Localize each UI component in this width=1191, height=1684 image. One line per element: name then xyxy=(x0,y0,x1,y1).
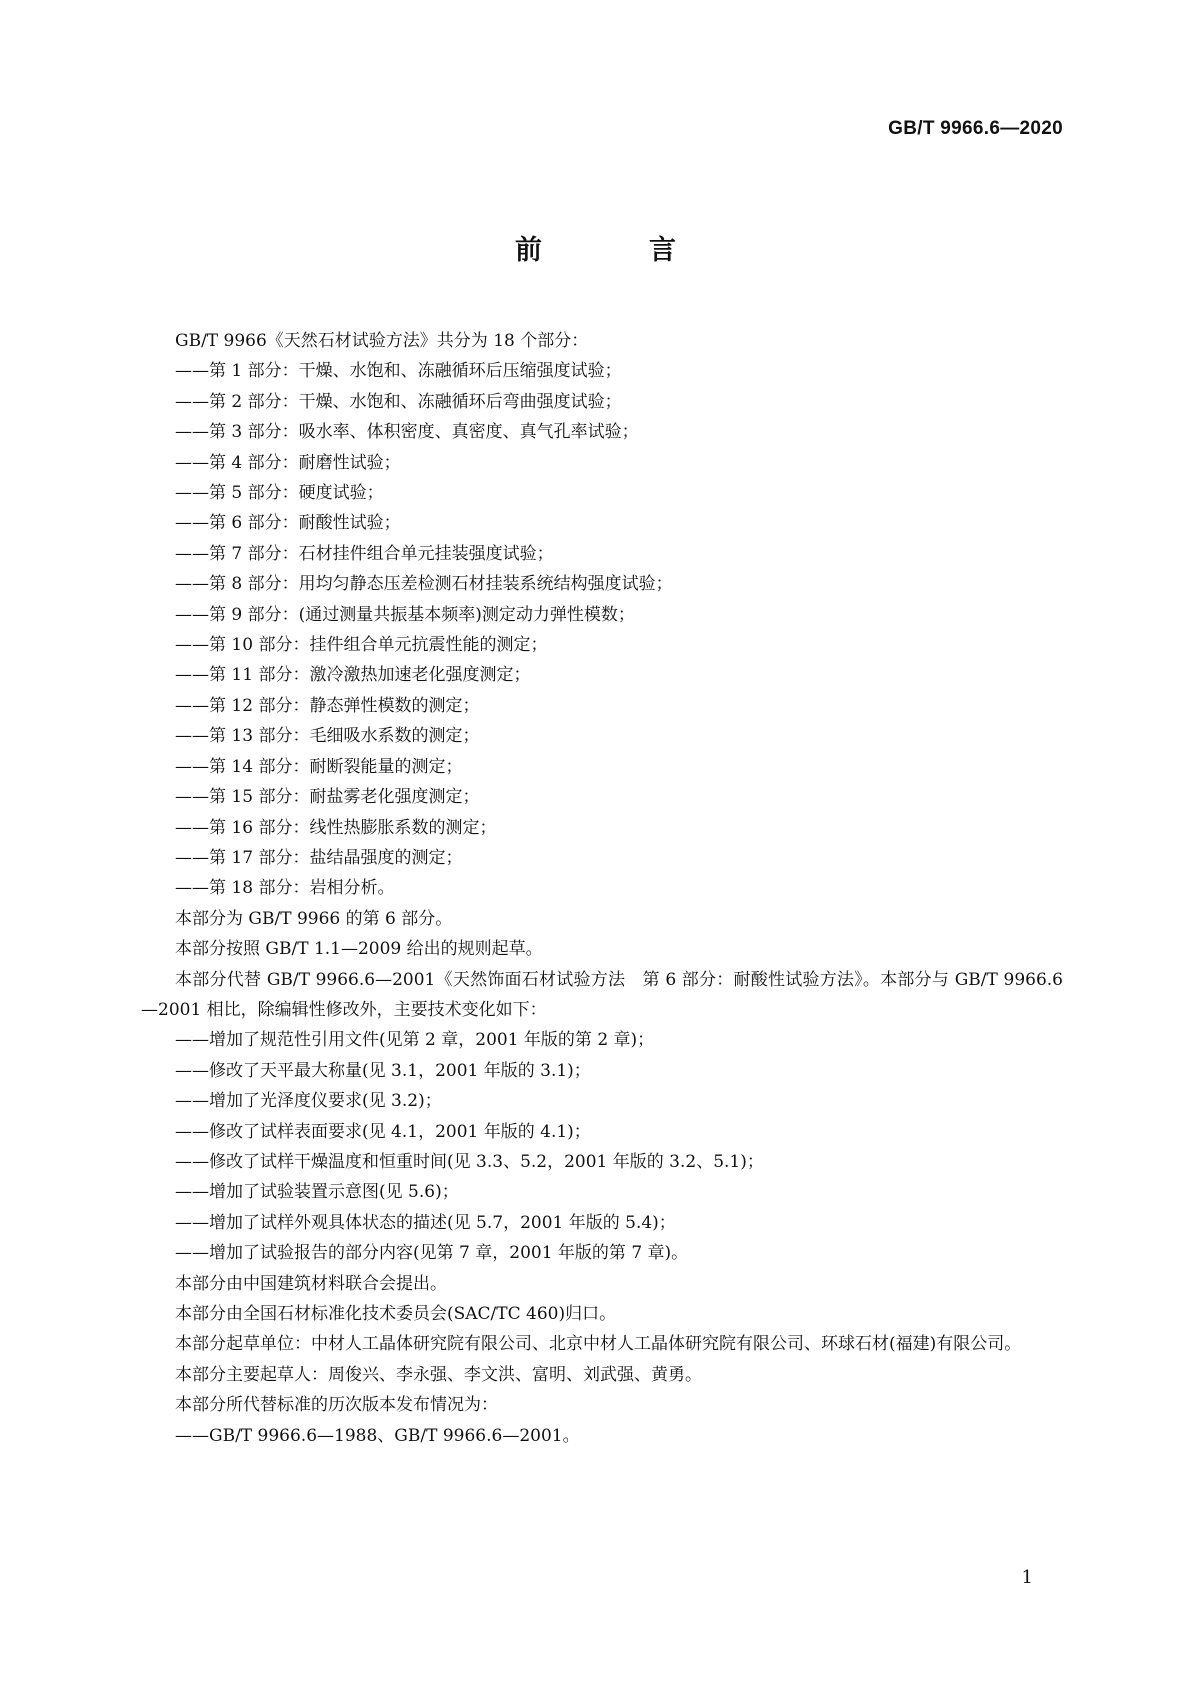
list-item: ——第 2 部分：干燥、水饱和、冻融循环后弯曲强度试验； xyxy=(175,391,622,412)
list-item: ——第 11 部分：激冷激热加速老化强度测定； xyxy=(175,665,531,686)
list-item: ——增加了规范性引用文件(见第 2 章，2001 年版的第 2 章)； xyxy=(175,1030,655,1051)
list-item: ——增加了试验报告的部分内容(见第 7 章，2001 年版的第 7 章)。 xyxy=(175,1243,689,1264)
list-item: ——第 15 部分：耐盐雾老化强度测定； xyxy=(175,787,480,808)
history-list xyxy=(141,1421,1063,1451)
foreword-body xyxy=(141,326,1063,1451)
list-item: ——第 7 部分：石材挂件组合单元挂装强度试验； xyxy=(175,543,554,564)
list-item: ——第 4 部分：耐磨性试验； xyxy=(175,452,401,473)
list-item: ——修改了试样表面要求(见 4.1，2001 年版的 4.1)； xyxy=(175,1121,591,1142)
page-number: 1 xyxy=(1021,1567,1033,1588)
rules-statement: 本部分按照 GB/T 1.1—2009 给出的规则起草。 xyxy=(175,939,543,960)
proposed-statement: 本部分由中国建筑材料联合会提出。 xyxy=(175,1273,447,1294)
changes-list xyxy=(141,1025,1063,1268)
list-item: ——第 17 部分：盐结晶强度的测定； xyxy=(175,847,463,868)
list-item: ——增加了光泽度仪要求(见 3.2)； xyxy=(175,1091,442,1112)
list-item: ——第 1 部分：干燥、水饱和、冻融循环后压缩强度试验； xyxy=(175,361,622,382)
list-item: ——GB/T 9966.6—1988、GB/T 9966.6—2001。 xyxy=(175,1425,580,1446)
list-item: ——修改了天平最大称量(见 3.1，2001 年版的 3.1)； xyxy=(175,1060,591,1081)
list-item: ——第 6 部分：耐酸性试验； xyxy=(175,513,401,534)
part-statement: 本部分为 GB/T 9966 的第 6 部分。 xyxy=(175,908,453,929)
list-item: ——第 13 部分：毛细吸水系数的测定； xyxy=(175,726,480,747)
page-title: 前 言 xyxy=(515,235,716,266)
list-item: ——第 8 部分：用均匀静态压差检测石材挂装系统结构强度试验； xyxy=(175,574,673,595)
replace-statement: 本部分代替 GB/T 9966.6—2001《天然饰面石材试验方法 第 6 部分：耐酸性试验方法》。本部分与 GB/T 9966.6—2001 相比，除编辑性修改外，主要技术变化如下： xyxy=(141,969,1063,1020)
list-item: ——第 12 部分：静态弹性模数的测定； xyxy=(175,695,480,716)
list-item: ——增加了试验装置示意图(见 5.6)； xyxy=(175,1182,459,1203)
managed-statement: 本部分由全国石材标准化技术委员会(SAC/TC 460)归口。 xyxy=(175,1304,617,1324)
list-item: ——第 5 部分：硬度试验； xyxy=(175,483,384,504)
standard-code: GB/T 9966.6—2020 xyxy=(888,118,1063,139)
list-item: ——第 9 部分：(通过测量共振基本频率)测定动力弹性模数； xyxy=(175,604,635,625)
list-item: ——第 18 部分：岩相分析。 xyxy=(175,878,395,899)
list-item: ——第 14 部分：耐断裂能量的测定； xyxy=(175,756,463,777)
drafters-statement: 本部分主要起草人：周俊兴、李永强、李文洪、富明、刘武强、黄勇。 xyxy=(175,1364,702,1385)
list-item: ——第 16 部分：线性热膨胀系数的测定； xyxy=(175,817,497,838)
history-statement: 本部分所代替标准的历次版本发布情况为： xyxy=(175,1395,498,1416)
list-item: ——增加了试样外观具体状态的描述(见 5.7，2001 年版的 5.4)； xyxy=(175,1212,676,1233)
intro-paragraph: GB/T 9966《天然石材试验方法》共分为 18 个部分： xyxy=(175,331,589,351)
list-item: ——第 3 部分：吸水率、体积密度、真密度、真气孔率试验； xyxy=(175,422,639,443)
drafting-units-statement: 本部分起草单位：中材人工晶体研究院有限公司、北京中材人工晶体研究院有限公司、环球石材(福建)有限公司。 xyxy=(175,1334,1022,1355)
parts-list xyxy=(141,356,1063,903)
list-item: ——修改了试样干燥温度和恒重时间(见 3.3、5.2，2001 年版的 3.2、5.1)； xyxy=(175,1151,764,1172)
list-item: ——第 10 部分：挂件组合单元抗震性能的测定； xyxy=(175,635,548,656)
